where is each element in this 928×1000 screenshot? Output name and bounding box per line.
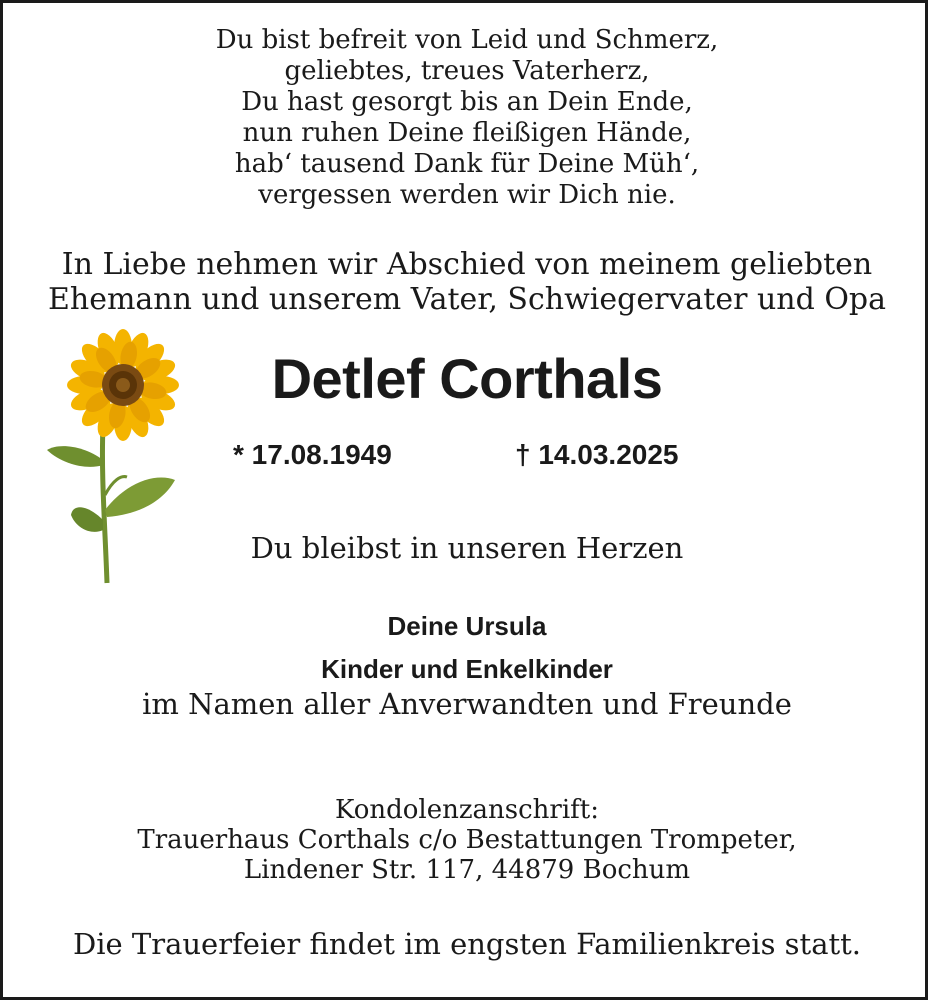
- birth-date: * 17.08.1949: [233, 439, 392, 470]
- motto: Du bleibst in unseren Herzen: [250, 531, 684, 565]
- signers: [3, 605, 928, 691]
- intro-line: Ehemann und unserem Vater, Schwiegervater und Opa: [47, 282, 887, 317]
- intro-line: In Liebe nehmen wir Abschied von meinem geliebten: [61, 247, 873, 282]
- poem-line: hab‘ tausend Dank für Deine Müh‘,: [234, 149, 700, 179]
- poem-line: nun ruhen Deine fleißigen Hände,: [242, 118, 692, 148]
- signer-line: Deine Ursula: [387, 611, 547, 641]
- farewell-intro: [3, 247, 928, 317]
- ceremony-note: Die Trauerfeier findet im engsten Familienkreis statt.: [72, 927, 862, 961]
- poem-line: geliebtes, treues Vaterherz,: [284, 56, 650, 86]
- poem: [3, 25, 928, 211]
- signer-line: Kinder und Enkelkinder: [321, 654, 613, 684]
- condolence-line: Trauerhaus Corthals c/o Bestattungen Trompeter,: [137, 825, 797, 855]
- poem-line: vergessen werden wir Dich nie.: [258, 180, 676, 210]
- condolence-heading: Kondolenzanschrift:: [334, 795, 600, 825]
- poem-line: Du bist befreit von Leid und Schmerz,: [215, 25, 719, 55]
- relatives-note: im Namen aller Anverwandten und Freunde: [142, 687, 792, 721]
- poem-line: Du hast gesorgt bis an Dein Ende,: [241, 87, 693, 117]
- condolence-line: Lindener Str. 117, 44879 Bochum: [243, 855, 691, 885]
- deceased-name: Detlef Corthals: [271, 347, 663, 410]
- death-date: † 14.03.2025: [515, 439, 679, 470]
- condolence-address: [3, 795, 928, 885]
